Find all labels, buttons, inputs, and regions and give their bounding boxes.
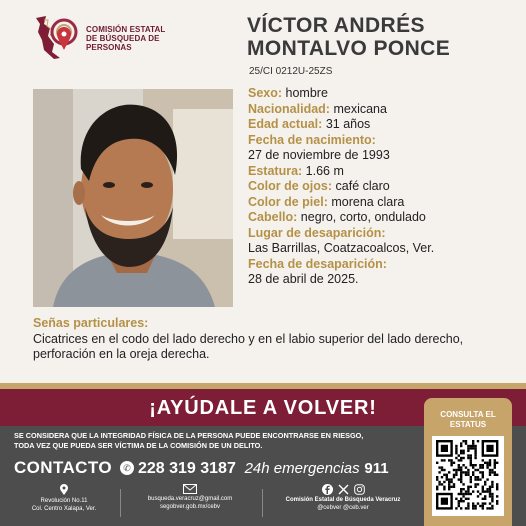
footer-divider xyxy=(120,489,121,517)
address-line-2: Col. Centro Xalapa, Ver. xyxy=(31,505,97,512)
qr-code[interactable] xyxy=(432,436,504,516)
logo-line-3: PERSONAS xyxy=(86,43,132,52)
field-lugar-label xyxy=(248,226,518,242)
field-value: mexicana xyxy=(333,101,387,116)
person-photo xyxy=(33,89,233,307)
instagram-icon[interactable] xyxy=(354,484,365,495)
field-lugar: Las Barrillas, Coatzacoalcos, Ver. xyxy=(248,241,435,255)
phone-icon: ✆ xyxy=(120,461,134,475)
field-fecha-desaparicion-label xyxy=(248,257,518,273)
person-name xyxy=(247,14,517,60)
field-value: 31 años xyxy=(325,117,371,131)
field-fecha-nacimiento: 27 de noviembre de 1993 xyxy=(248,148,390,162)
envelope-icon xyxy=(183,484,197,494)
footer-divider xyxy=(262,489,263,517)
field-label: Estatura: xyxy=(248,163,303,178)
warning-line-2: TODA VEZ QUE PUEDA SER VÍCTIMA DE LA COMISIÓN DE UN DELITO. xyxy=(14,440,263,450)
footer-email xyxy=(126,484,254,511)
person-name-line-2: MONTALVO PONCE xyxy=(247,37,451,60)
emergency-number[interactable]: 911 xyxy=(364,460,389,477)
contact-phone[interactable]: 228 319 3187 xyxy=(137,460,236,477)
field-label: Fecha de nacimiento: xyxy=(248,132,376,147)
senas-label: Señas particulares: xyxy=(33,316,149,330)
field-value: hombre xyxy=(285,86,328,100)
footer-social xyxy=(270,484,416,512)
distinguishing-marks xyxy=(33,316,503,363)
footer-address xyxy=(14,484,114,513)
case-id: 25/CI 0212U-25ZS xyxy=(249,66,333,77)
field-label: Lugar de desaparición: xyxy=(248,225,386,240)
qr-title xyxy=(424,410,512,429)
field-fecha-desaparicion: 28 de abril de 2025. xyxy=(248,272,359,286)
field-label: Color de ojos: xyxy=(248,179,333,193)
field-fecha-nacimiento-label xyxy=(248,133,518,149)
field-label: Fecha de desaparición: xyxy=(248,256,387,271)
logo-line-2: DE BÚSQUEDA DE xyxy=(86,34,160,43)
field-nacionalidad xyxy=(248,102,518,118)
field-label: Edad actual: xyxy=(248,117,323,131)
logo-text xyxy=(86,25,165,52)
commission-logo xyxy=(30,14,230,60)
qr-title-line-2: ESTATUS xyxy=(449,419,487,429)
field-label: Sexo: xyxy=(248,86,283,100)
senas-text: Cicatrices en el codo del lado derecho y en el labio superior del lado derecho, perforación en la oreja derecha. xyxy=(33,331,464,361)
warning-line-1: SE CONSIDERA QUE LA INTEGRIDAD FÍSICA DE LA PERSONA PUEDE ENCONTRARSE EN RIESGO, xyxy=(14,431,364,440)
address-line-1: Revolución No.11 xyxy=(40,498,88,504)
person-name-line-1: VÍCTOR ANDRÉS xyxy=(247,14,425,37)
veracruz-map-pin-icon xyxy=(30,14,80,60)
email-link[interactable]: busqueda.veracruz@gmail.com xyxy=(147,496,233,502)
emergency-text: 24h emergencias xyxy=(244,460,360,477)
field-label: Color de piel: xyxy=(248,194,328,209)
x-icon[interactable] xyxy=(338,484,349,495)
qr-title-line-1: CONSULTA EL xyxy=(440,410,496,419)
contact-label: CONTACTO xyxy=(14,458,112,477)
field-label: Cabello: xyxy=(248,210,298,224)
contact-row xyxy=(14,458,389,478)
social-icons xyxy=(270,484,416,495)
social-account-name: Comisión Estatal de Búsqueda Veracruz xyxy=(285,497,401,503)
person-details xyxy=(248,86,518,288)
facebook-icon[interactable] xyxy=(322,484,333,495)
website-link[interactable]: segobver.gob.mx/cebv xyxy=(159,503,221,510)
field-sexo xyxy=(248,86,518,102)
field-piel xyxy=(248,195,518,211)
field-estatura xyxy=(248,164,518,180)
risk-warning xyxy=(14,431,424,450)
status-qr-panel xyxy=(424,398,512,526)
field-value: 1.66 m xyxy=(305,163,344,178)
social-handles[interactable]: @cebver @ceb.ver xyxy=(317,504,369,511)
field-value: morena clara xyxy=(331,194,405,209)
field-value: café claro xyxy=(335,179,390,193)
logo-line-1: COMISIÓN ESTATAL xyxy=(86,25,166,34)
field-ojos xyxy=(248,179,518,195)
field-value: negro, corto, ondulado xyxy=(300,210,426,224)
field-edad xyxy=(248,117,518,133)
location-pin-icon xyxy=(59,484,69,496)
field-cabello xyxy=(248,210,518,226)
field-label: Nacionalidad: xyxy=(248,101,330,116)
cta-text: ¡AYÚDALE A VOLVER! xyxy=(149,397,377,419)
